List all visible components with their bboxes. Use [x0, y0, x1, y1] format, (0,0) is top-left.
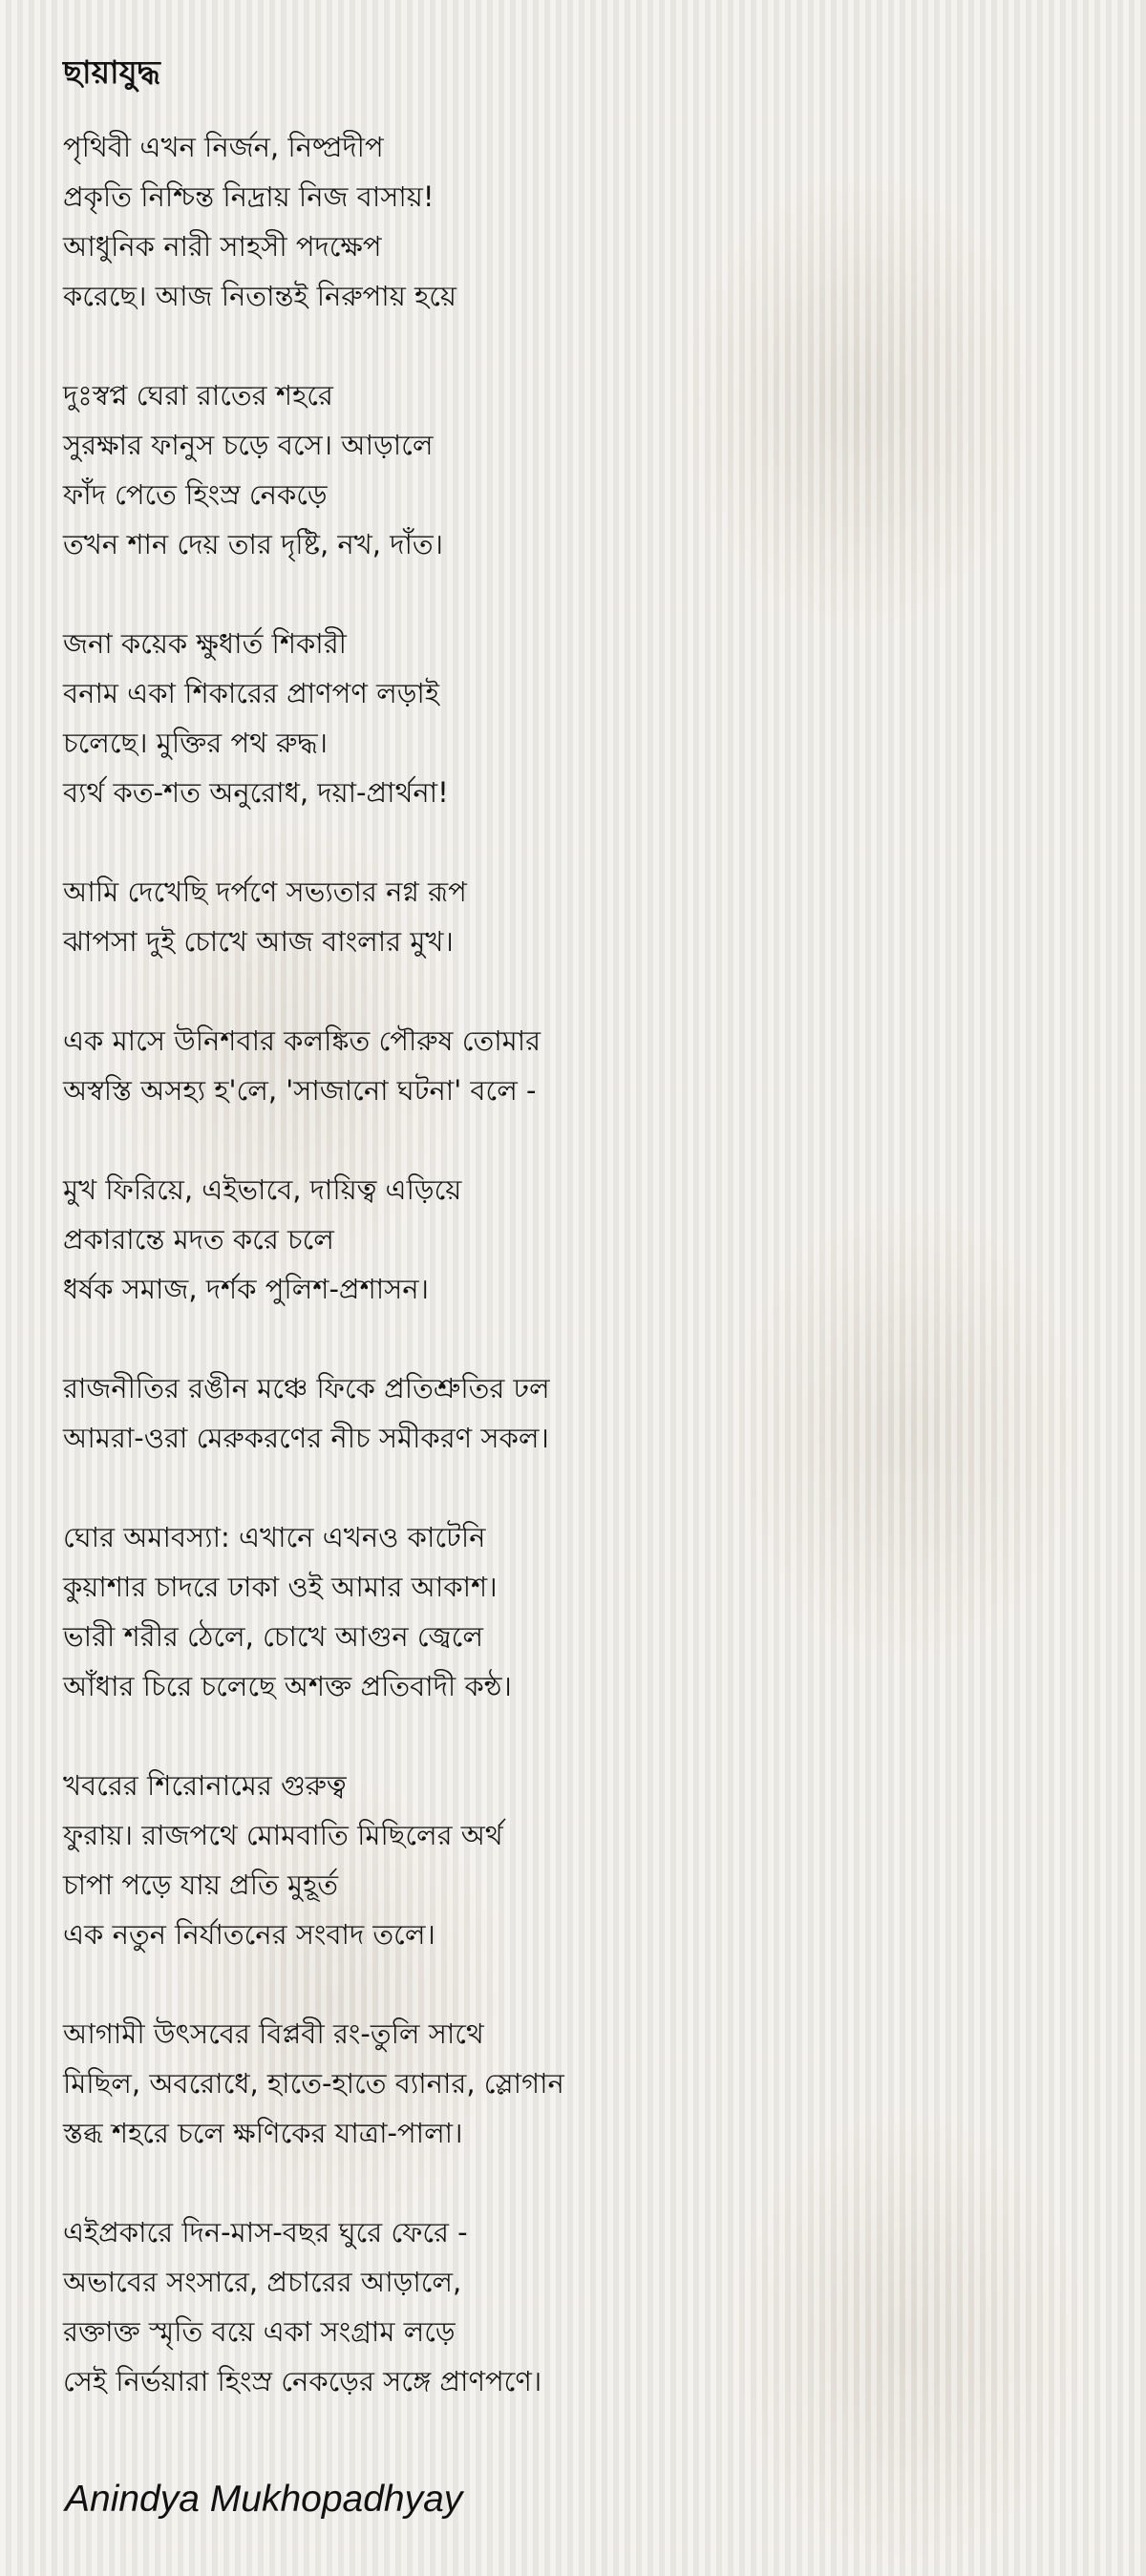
poem-line: আমরা-ওরা মেরুকরণের নীচ সমীকরণ সকল। — [63, 1422, 549, 1454]
poem-card — [63, 42, 1094, 2456]
poem-stanza — [63, 2009, 1094, 2158]
poem-line: সেই নির্ভয়ারা হিংস্র নেকড়ের সঙ্গে প্রাণপণে। — [63, 2365, 542, 2397]
poem-line: রাজনীতির রঙীন মঞ্চে ফিকে প্রতিশ্রুতির ঢল — [63, 1372, 550, 1404]
poem-line: দুঃস্বপ্ন ঘেরা রাতের শহরে — [63, 379, 333, 412]
poem-line: খবরের শিরোনামের গুরুত্ব — [63, 1769, 347, 1802]
poem-line: এইপ্রকারে দিন-মাস-বছর ঘুরে ফেরে - — [63, 2216, 468, 2249]
poem-line: কুয়াশার চাদরে ঢাকা ওই আমার আকাশ। — [63, 1571, 498, 1603]
poem-line: ধর্ষক সমাজ, দর্শক পুলিশ-প্রশাসন। — [63, 1273, 429, 1305]
poem-line: ঝাপসা দুই চোখে আজ বাংলার মুখ। — [63, 925, 454, 958]
poem-line: তখন শান দেয় তার দৃষ্টি, নখ, দাঁত। — [63, 528, 443, 560]
poem-line: রক্তাক্ত স্মৃতি বয়ে একা সংগ্রাম লড়ে — [63, 2315, 456, 2348]
poem-stanza — [63, 370, 1094, 569]
poem-line: প্রকারান্তে মদত করে চলে — [63, 1223, 334, 1256]
poem-line: আমি দেখেছি দর্পণে সভ্যতার নগ্ন রূপ — [63, 876, 467, 908]
poem-line: ভারী শরীর ঠেলে, চোখে আগুন জ্বেলে — [63, 1620, 483, 1653]
poem-line: ফাঁদ পেতে হিংস্র নেকড়ে — [63, 478, 328, 511]
poem-line: স্তব্ধ শহরে চলে ক্ষণিকের যাত্রা-পালা। — [63, 2117, 463, 2149]
poem-title: ছায়াযুদ্ধ — [63, 53, 160, 91]
poem-stanza — [63, 1016, 1094, 1115]
poem-stanza — [63, 1761, 1094, 1959]
poem-line: ব্যর্থ কত-শত অনুরোধ, দয়া-প্রার্থনা! — [63, 776, 449, 809]
poem-line: ঘোর অমাবস্যা: এখানে এখনও কাটেনি — [63, 1521, 486, 1553]
poem-line: চাপা পড়ে যায় প্রতি মুহূর্ত — [63, 1869, 339, 1901]
poem-stanza — [63, 1363, 1094, 1463]
poem-body — [63, 122, 1094, 2406]
poem-line: মুখ ফিরিয়ে, এইভাবে, দায়িত্ব এড়িয়ে — [63, 1173, 462, 1206]
poem-line: আগামী উৎসবের বিপ্লবী রং-তুলি সাথে — [63, 2017, 484, 2050]
poem-line: বনাম একা শিকারের প্রাণপণ লড়াই — [63, 677, 439, 709]
poem-stanza — [63, 1165, 1094, 1314]
poem-stanza — [63, 1512, 1094, 1711]
poem-line: অভাবের সংসারে, প্রচারের আড়ালে, — [63, 2266, 462, 2298]
poem-stanza — [63, 122, 1094, 321]
poem-stanza — [63, 2207, 1094, 2406]
poem-line: এক নতুন নির্যাতনের সংবাদ তলে। — [63, 1918, 435, 1951]
poem-line: চলেছে। মুক্তির পথ রুদ্ধ। — [63, 727, 329, 759]
poem-stanza — [63, 867, 1094, 966]
poem-line: মিছিল, অবরোধে, হাতে-হাতে ব্যানার, স্লোগান — [63, 2067, 564, 2100]
poem-author: Anindya Mukhopadhyay — [65, 2479, 463, 2520]
poem-line: সুরক্ষার ফানুস চড়ে বসে। আড়ালে — [63, 429, 434, 461]
poem-line: অস্বস্তি অসহ্য হ'লে, 'সাজানো ঘটনা' বলে - — [63, 1074, 537, 1107]
poem-line: ফুরায়। রাজপথে মোমবাতি মিছিলের অর্থ — [63, 1819, 503, 1851]
poem-line: আঁধার চিরে চলেছে অশক্ত প্রতিবাদী কন্ঠ। — [63, 1670, 512, 1702]
poem-stanza — [63, 619, 1094, 817]
poem-line: করেছে। আজ নিতান্তই নিরুপায় হয়ে — [63, 280, 456, 312]
poem-line: প্রকৃতি নিশ্চিন্ত নিদ্রায় নিজ বাসায়! — [63, 180, 435, 213]
poem-line: পৃথিবী এখন নির্জন, নিষ্প্রদীপ — [63, 131, 384, 163]
poem-line: জনা কয়েক ক্ষুধার্ত শিকারী — [63, 627, 347, 660]
poem-line: আধুনিক নারী সাহসী পদক্ষেপ — [63, 230, 382, 263]
poem-line: এক মাসে উনিশবার কলঙ্কিত পৌরুষ তোমার — [63, 1024, 541, 1057]
